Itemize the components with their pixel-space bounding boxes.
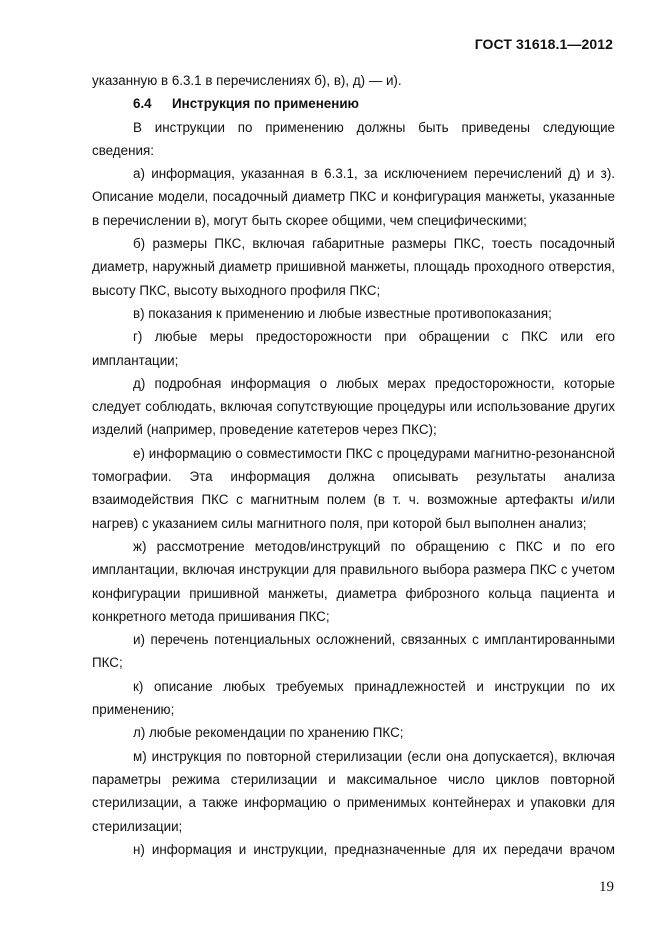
list-item-i: и) перечень потенциальных осложнений, связанных с имплантированными ПКС; [92, 632, 615, 671]
page-number: 19 [599, 879, 614, 895]
document-body [92, 69, 615, 861]
list-item-b: б) размеры ПКС, включая габаритные размеры ПКС, тоесть посадочный диаметр, наружный диаметр пришивной манжеты, площадь проходного отверстия, высоту ПКС, высоту выходного профиля ПКС; [92, 236, 615, 298]
list-item-g: г) любые меры предосторожности при обращении с ПКС или его имплантации; [92, 329, 615, 368]
list-item-k: к) описание любых требуемых принадлежностей и инструкции по их применению; [92, 678, 615, 718]
section-heading [92, 92, 615, 115]
intro-paragraph: В инструкции по применению должны быть приведены следующие сведения: [92, 119, 615, 158]
list-item-a: а) информация, указанная в 6.3.1, за исключением перечислений д) и з). Описание модели, посадочный диаметр ПКС и конфигурация манжеты, указанные в перечислении в), могут быть скорее общими, чем специфическими; [92, 166, 615, 228]
standard-header: ГОСТ 31618.1—2012 [474, 36, 613, 52]
list-item-m: м) инструкция по повторной стерилизации (если она допускается), включая параметры режима стерилизации и максимальное число циклов повторной стерилизации, а также информацию о применимых контейнерах и упаковки для стерилизации; [92, 748, 615, 834]
continuation-line: указанную в 6.3.1 в перечислениях б), в), д) — и). [92, 73, 402, 88]
list-item-l: л) любые рекомендации по хранению ПКС; [133, 725, 404, 741]
list-item-n: н) информация и инструкции, предназначенные для их передачи врачом [133, 841, 615, 857]
section-number: 6.4 [133, 96, 152, 112]
list-item-zh: ж) рассмотрение методов/инструкций по обращению с ПКС и по его имплантации, включая инструкции для правильного выбора размера ПКС с учетом конфигурации пришивной манжеты, диаметра фиброзного кольца пациента и конкретного метода пришивания ПКС; [92, 538, 615, 624]
list-item-v: в) показания к применению и любые известные противопоказания; [133, 305, 552, 321]
section-title: Инструкция по применению [172, 96, 359, 112]
list-item-d: д) подробная информация о любых мерах предосторожности, которые следует соблюдать, включая сопутствующие процедуры или использование других изделий (например, проведение катетеров через ПКС); [92, 375, 615, 438]
list-item-e: е) информацию о совместимости ПКС с процедурами магнитно-резонансной томографии. Эта информация должна описывать результаты анализа взаимодействия ПКС с магнитным полем (в т. ч. возможные артефакты и/или нагрев) с указанием силы магнитного поля, при которой был выполнен анализ; [92, 445, 615, 531]
